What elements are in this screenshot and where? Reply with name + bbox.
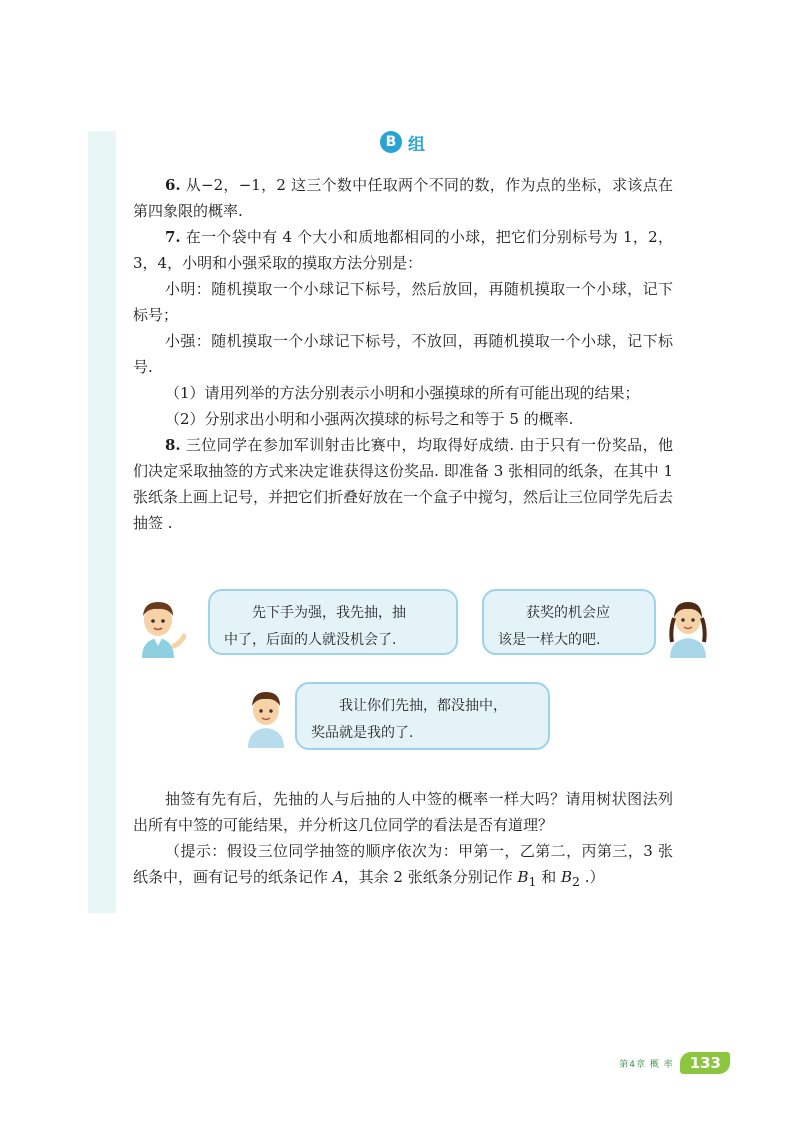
hint-paragraph: （提示：假设三位同学抽签的顺序依次为：甲第一，乙第二，丙第三，3 张纸条中，画有记号的纸条记作 A，其余 2 张纸条分别记作 $B_1$ 和 $B_2$ .） bbox=[133, 842, 673, 889]
xiaoming-method: 小明：随机摸取一个小球记下标号，然后放回，再随机摸取一个小球，记下标号； bbox=[133, 280, 673, 324]
variable-a: A bbox=[332, 868, 344, 886]
section-header bbox=[380, 128, 425, 156]
exercise-list bbox=[133, 172, 673, 536]
girl-character-illustration bbox=[662, 594, 714, 658]
group-badge: B bbox=[380, 131, 402, 153]
bubble-line: 先下手为强，我先抽，抽 bbox=[252, 605, 406, 621]
exercise-6 bbox=[133, 172, 673, 224]
chapter-title: 第4章 概 率 bbox=[619, 1059, 674, 1070]
page-number: 133 bbox=[680, 1052, 730, 1074]
margin-strip bbox=[88, 131, 116, 913]
sub-question-2: （2）分别求出小明和小强两次摸球的标号之和等于 5 的概率. bbox=[165, 410, 574, 428]
bubble-line: 我让你们先抽，都没抽中， bbox=[339, 698, 507, 714]
exercise-text: 从−2，−1，2 这三个数中任取两个不同的数，作为点的坐标，求该点在第四象限的概率. bbox=[133, 176, 673, 220]
page-footer bbox=[619, 1052, 730, 1074]
speech-bubble bbox=[482, 589, 656, 655]
bubble-line: 中了，后面的人就没机会了. bbox=[224, 632, 397, 648]
bubble-line: 该是一样大的吧. bbox=[498, 632, 601, 648]
exercise-number: 8. bbox=[165, 436, 181, 454]
exercise-number: 6. bbox=[165, 176, 181, 194]
boy-character-illustration bbox=[238, 688, 296, 748]
variable-b1: B bbox=[517, 868, 529, 886]
xiaoqiang-method: 小强：随机摸取一个小球记下标号，不放回，再随机摸取一个小球，记下标号. bbox=[133, 332, 673, 376]
exercise-text: 在一个袋中有 4 个大小和质地都相同的小球，把它们分别标号为 1，2，3，4，小明和小强采取的摸取方法分别是： bbox=[133, 228, 673, 272]
exercise-8 bbox=[133, 432, 673, 536]
group-label: 组 bbox=[408, 134, 425, 155]
speech-bubble bbox=[295, 682, 550, 750]
exercise-text: 三位同学在参加军训射击比赛中，均取得好成绩. 由于只有一份奖品，他们决定采取抽签的方式来决定谁获得这份奖品. 即准备 3 张相同的纸条，在其中 1 张纸条上画上记号，并把它们折叠好放在一个盒子中搅匀，然后让三位同学先后去抽签 . bbox=[133, 436, 674, 532]
exercise-number: 7. bbox=[165, 228, 181, 246]
boy-character-illustration bbox=[128, 596, 190, 658]
speech-bubble bbox=[208, 589, 458, 655]
bubble-line: 获奖的机会应 bbox=[526, 605, 610, 621]
follow-up-question bbox=[133, 786, 673, 895]
sub-question-1: （1）请用列举的方法分别表示小明和小强摸球的所有可能出现的结果； bbox=[165, 384, 640, 402]
lottery-question: 抽签有先有后，先抽的人与后抽的人中签的概率一样大吗？请用树状图法列出所有中签的可能结果，并分析这几位同学的看法是否有道理？ bbox=[133, 790, 673, 834]
variable-b2: B bbox=[561, 868, 573, 886]
exercise-7 bbox=[133, 224, 673, 276]
bubble-line: 奖品就是我的了. bbox=[311, 725, 414, 741]
